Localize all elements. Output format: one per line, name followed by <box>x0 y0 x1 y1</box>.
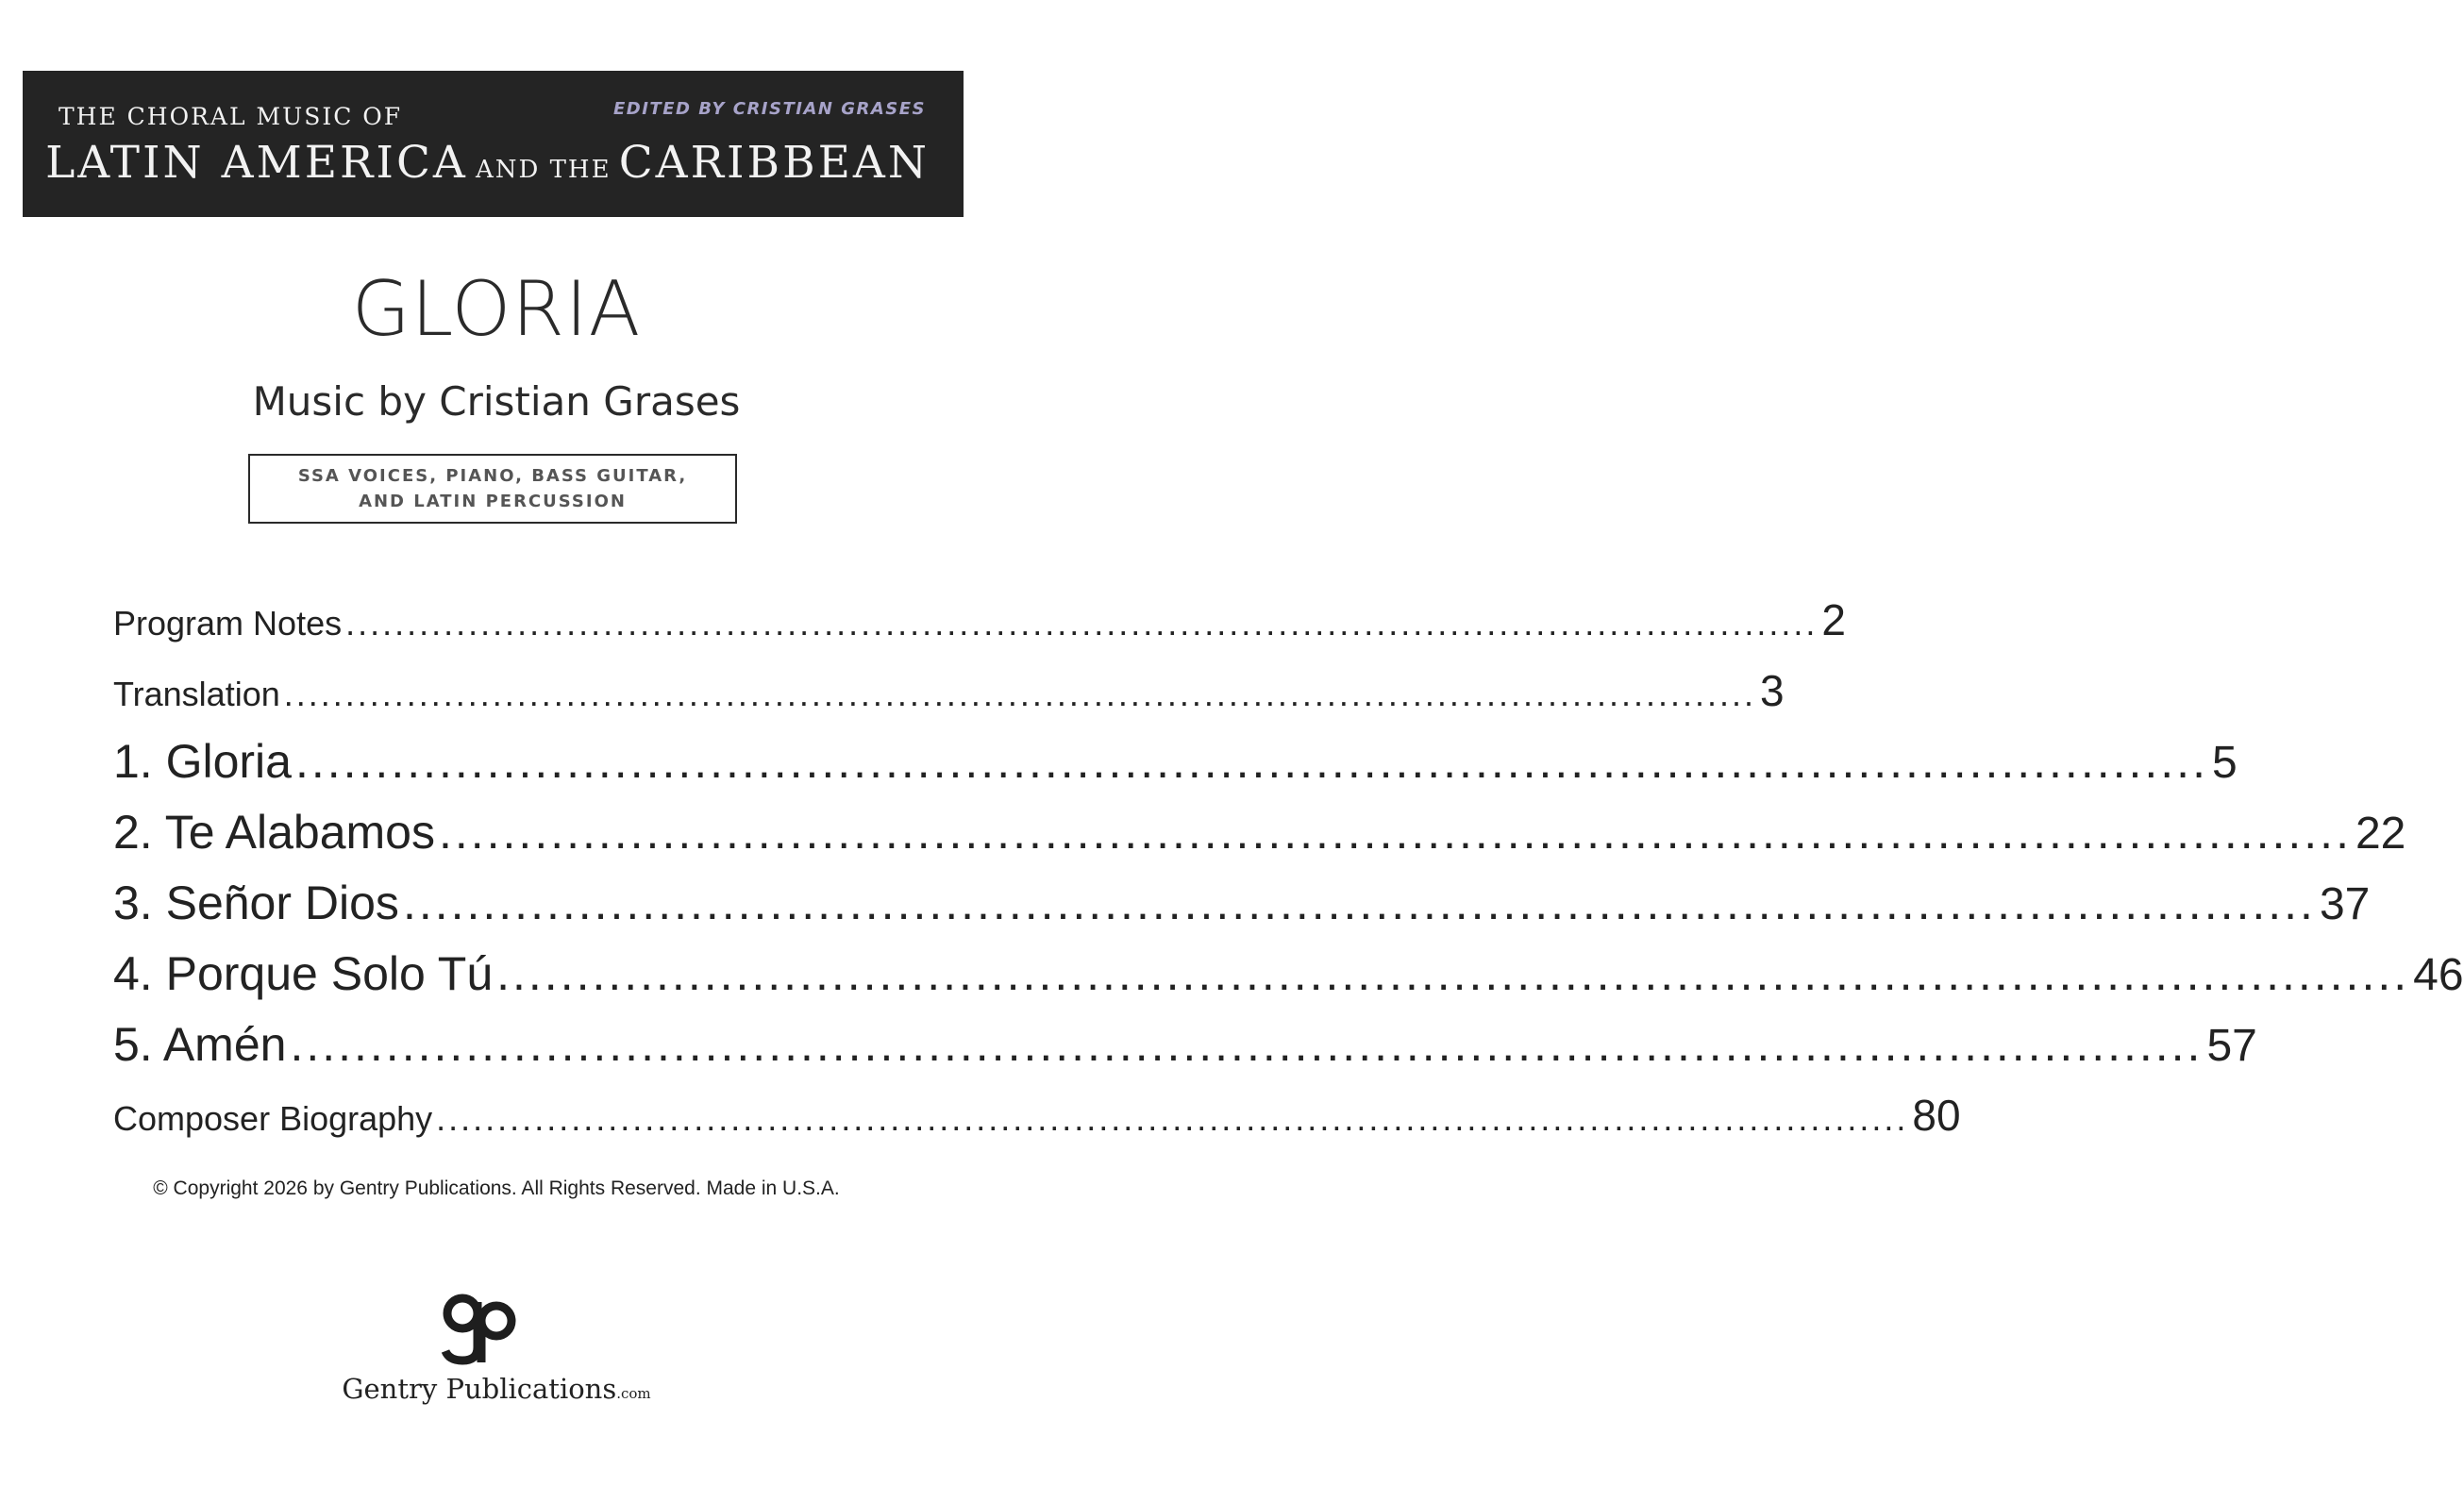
toc-item-page: 57 <box>2206 1021 2257 1071</box>
toc-item-label: Translation <box>113 675 280 713</box>
toc-item-porque-solo-tu <box>113 939 2464 1010</box>
toc-item-te-alabamos <box>113 797 2406 868</box>
toc-leader-dots: ........................................................................................................................ <box>438 806 2352 859</box>
publisher-wordmark <box>0 1370 993 1412</box>
page-title: GLORIA <box>351 265 642 353</box>
toc-leader-dots: ........................................................................................................................ <box>402 877 2316 929</box>
toc-item-translation <box>113 656 1785 726</box>
toc-item-page: 3 <box>1759 666 1785 715</box>
voicing-line-2: AND LATIN PERCUSSION <box>359 492 627 511</box>
series-name-part1: LATIN AMERICA <box>45 137 468 189</box>
toc-leader-dots: ........................................................................................................................ <box>436 1099 1909 1138</box>
toc-item-label: Composer Biography <box>113 1099 433 1138</box>
toc-item-label: 2. Te Alabamos <box>113 806 435 859</box>
gentry-logo-icon <box>440 1289 519 1364</box>
voicing-box <box>248 454 737 524</box>
copyright-notice: © Copyright 2026 by Gentry Publications. All Rights Reserved. Made in U.S.A. <box>153 1177 840 1199</box>
table-of-contents <box>113 585 2464 1151</box>
composer-credit: Music by Cristian Grases <box>252 378 741 425</box>
series-name-connector: AND THE <box>475 156 612 184</box>
toc-item-label: Program Notes <box>113 604 343 643</box>
toc-item-page: 46 <box>2413 950 2464 1000</box>
voicing-line-1: SSA VOICES, PIANO, BASS GUITAR, <box>297 466 688 486</box>
toc-item-label: 3. Señor Dios <box>113 877 399 929</box>
series-name <box>45 137 930 189</box>
toc-item-page: 37 <box>2319 879 2371 929</box>
toc-leader-dots: ........................................................................................................................ <box>290 1018 2204 1071</box>
toc-item-program-notes <box>113 585 1846 656</box>
toc-item-page: 22 <box>2355 809 2406 859</box>
toc-leader-dots: ........................................................................................................................ <box>496 947 2410 1000</box>
publisher-suffix: .com <box>616 1385 651 1402</box>
toc-leader-dots: ........................................................................................................................ <box>283 675 1756 713</box>
publisher-name: Gentry Publications <box>342 1373 617 1405</box>
toc-item-page: 5 <box>2211 738 2238 788</box>
series-prefix: THE CHORAL MUSIC OF <box>59 103 403 130</box>
toc-item-senor-dios <box>113 868 2371 939</box>
edited-by-credit: EDITED BY CRISTIAN GRASES <box>612 99 926 119</box>
toc-leader-dots: ........................................................................................................................ <box>294 735 2208 788</box>
toc-leader-dots: ........................................................................................................................ <box>345 604 1819 643</box>
series-name-part2: CARIBBEAN <box>618 137 930 189</box>
toc-item-amen <box>113 1010 2257 1080</box>
toc-item-composer-biography <box>113 1080 1961 1151</box>
toc-item-gloria <box>113 726 2238 797</box>
toc-item-page: 80 <box>1912 1091 1961 1140</box>
toc-item-label: 1. Gloria <box>113 735 292 788</box>
toc-item-page: 2 <box>1821 595 1846 644</box>
series-banner <box>23 71 964 217</box>
toc-item-label: 4. Porque Solo Tú <box>113 947 494 1000</box>
toc-item-label: 5. Amén <box>113 1018 287 1071</box>
